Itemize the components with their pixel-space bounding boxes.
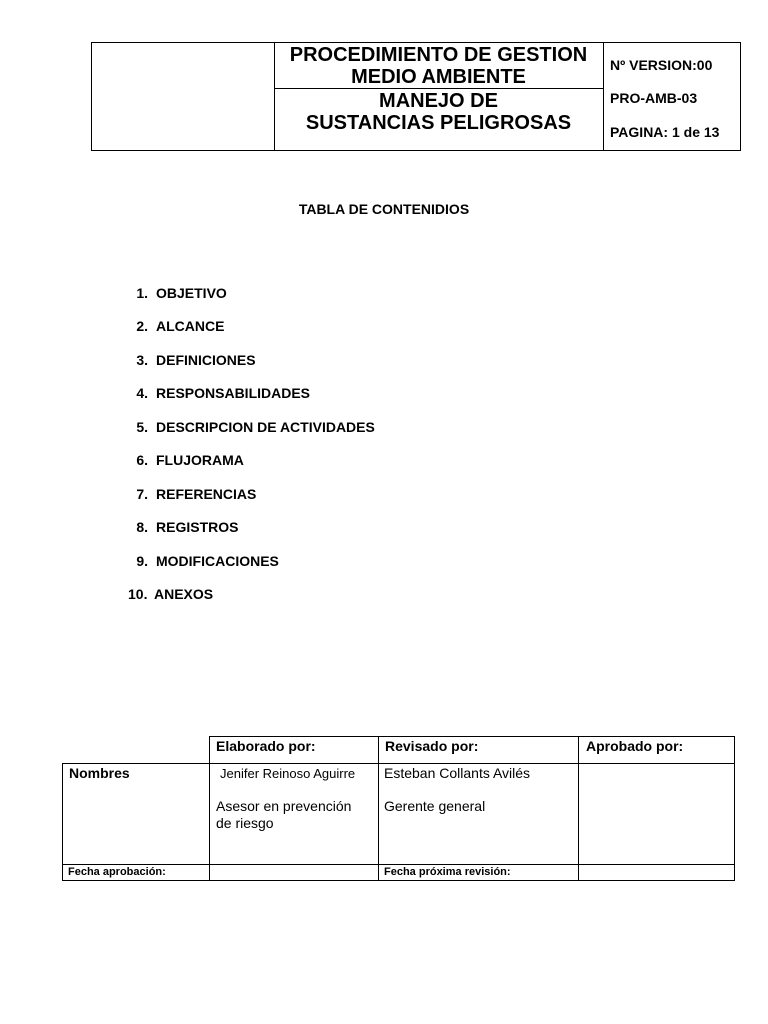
toc-item-label: DEFINICIONES bbox=[156, 352, 256, 368]
revisado-name: Esteban Collants Avilés bbox=[384, 765, 531, 781]
toc-item-label: RESPONSABILIDADES bbox=[156, 385, 311, 401]
toc-item-number: 9. bbox=[136, 553, 148, 569]
signoff-border-right bbox=[734, 736, 735, 881]
col-header-elaborado: Elaborado por: bbox=[216, 738, 316, 754]
col-header-aprobado: Aprobado por: bbox=[586, 738, 684, 754]
col-header-revisado: Revisado por: bbox=[385, 738, 479, 754]
logo-cell bbox=[92, 43, 274, 150]
header-divider-title bbox=[274, 88, 604, 89]
toc-item bbox=[0, 384, 768, 402]
document-code: PRO-AMB-03 bbox=[610, 90, 698, 106]
toc-item-number: 4. bbox=[136, 385, 148, 401]
toc-item bbox=[0, 518, 768, 536]
elaborado-role-line1: Asesor en prevención bbox=[216, 798, 352, 814]
toc-item-number: 5. bbox=[136, 419, 148, 435]
signoff-divider-2 bbox=[378, 736, 379, 881]
procedure-title bbox=[274, 44, 603, 88]
procedure-subtitle-line2: SUSTANCIAS PELIGROSAS bbox=[305, 112, 572, 134]
version-label: Nº VERSION:00 bbox=[610, 57, 713, 73]
signoff-border-left bbox=[62, 763, 63, 881]
header-divider-meta bbox=[603, 42, 604, 151]
procedure-title-line2: MEDIO AMBIENTE bbox=[351, 66, 526, 88]
toc-item bbox=[0, 552, 768, 570]
toc-item-number: 10. bbox=[128, 586, 148, 602]
elaborado-role bbox=[216, 798, 351, 832]
toc-item-number: 7. bbox=[136, 486, 148, 502]
toc-item-label: REGISTROS bbox=[156, 519, 239, 535]
signoff-divider-1 bbox=[209, 736, 210, 881]
toc-item-number: 2. bbox=[136, 318, 148, 334]
toc-item-label: ALCANCE bbox=[156, 318, 225, 334]
elaborado-role-line2: de riesgo bbox=[216, 815, 274, 831]
toc-item bbox=[0, 418, 768, 436]
toc-item-label: ANEXOS bbox=[154, 586, 214, 602]
toc-item-label: MODIFICACIONES bbox=[156, 553, 279, 569]
toc-item-number: 1. bbox=[136, 285, 148, 301]
procedure-subtitle-line1: MANEJO DE bbox=[379, 90, 498, 112]
procedure-title-line1: PROCEDIMIENTO DE GESTION bbox=[289, 44, 588, 66]
toc-title: TABLA DE CONTENIDIOS bbox=[298, 201, 470, 217]
page-indicator: PAGINA: 1 de 13 bbox=[610, 124, 720, 140]
toc-item bbox=[0, 284, 768, 302]
toc-item-number: 3. bbox=[136, 352, 148, 368]
header-border-right bbox=[740, 42, 741, 151]
fecha-proxima-revision-label: Fecha próxima revisión: bbox=[384, 866, 511, 878]
toc-item-label: DESCRIPCION DE ACTIVIDADES bbox=[156, 419, 375, 435]
fecha-aprobacion-label: Fecha aprobación: bbox=[68, 866, 166, 878]
signoff-border-bottom bbox=[62, 880, 735, 881]
toc-item bbox=[0, 585, 768, 603]
header-border-bottom bbox=[91, 150, 741, 151]
toc-item-label: FLUJORAMA bbox=[156, 452, 244, 468]
toc-item bbox=[0, 351, 768, 369]
signoff-border-row2 bbox=[62, 864, 735, 865]
toc-item bbox=[0, 485, 768, 503]
toc-item-label: OBJETIVO bbox=[156, 285, 227, 301]
toc-item bbox=[0, 451, 768, 469]
toc-item-number: 6. bbox=[136, 452, 148, 468]
row-header-nombres: Nombres bbox=[69, 765, 130, 781]
revisado-role: Gerente general bbox=[384, 798, 486, 814]
toc-item-label: REFERENCIAS bbox=[156, 486, 257, 502]
toc-item-number: 8. bbox=[136, 519, 148, 535]
toc-item bbox=[0, 317, 768, 335]
procedure-subtitle bbox=[274, 90, 603, 134]
aprobado-cell bbox=[579, 764, 734, 864]
elaborado-name: Jenifer Reinoso Aguirre bbox=[220, 766, 356, 781]
signoff-border-top bbox=[209, 736, 735, 737]
